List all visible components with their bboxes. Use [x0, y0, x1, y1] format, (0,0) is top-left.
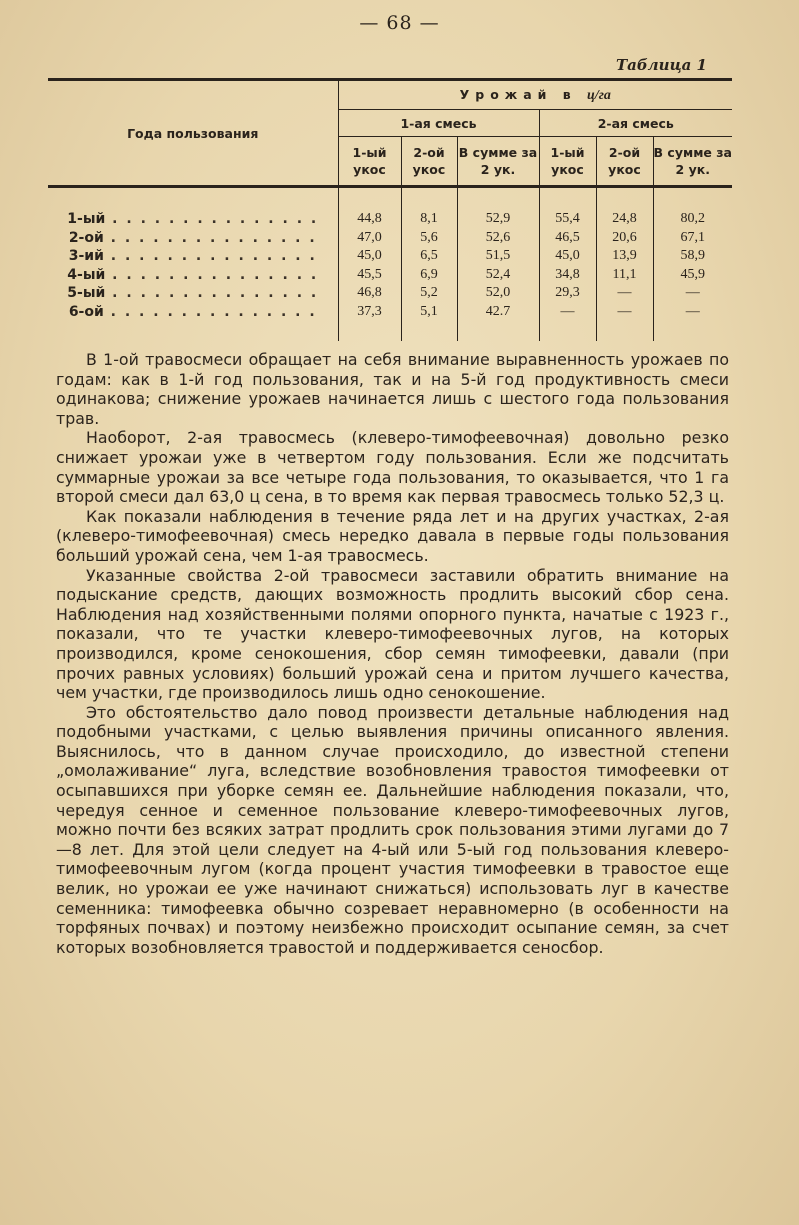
body-text	[56, 350, 729, 957]
table-row	[48, 247, 732, 266]
mix1-cut1-cell: 37,3	[338, 303, 401, 322]
year-cell: 6-ой . . . . . . . . . . . . . . .	[48, 303, 338, 322]
year-cell: 4-ый . . . . . . . . . . . . . . .	[48, 266, 338, 285]
spacer-cell	[48, 187, 338, 211]
year-cell: 5-ый . . . . . . . . . . . . . . .	[48, 284, 338, 303]
table-caption: Таблица 1	[615, 56, 707, 74]
mix2-cut2-cell: 24,8	[596, 210, 653, 229]
mix1-cut1-cell: 47,0	[338, 229, 401, 248]
mix1-cut1-cell: 46,8	[338, 284, 401, 303]
header-years: Года пользования	[48, 80, 338, 187]
mix1-cut2-cell: 6,5	[401, 247, 457, 266]
mix1-sum-cell: 52,4	[457, 266, 539, 285]
mix1-sum-cell: 52,0	[457, 284, 539, 303]
table-row	[48, 303, 732, 322]
mix2-cut1-cell: 55,4	[539, 210, 596, 229]
mix2-cut1-cell: 29,3	[539, 284, 596, 303]
header-mix2-cut2: 2-ой укос	[596, 137, 653, 187]
mix1-sum-cell: 52,6	[457, 229, 539, 248]
table-row	[48, 284, 732, 303]
header-yield-unit: ц/га	[587, 88, 611, 103]
table-row	[48, 229, 732, 248]
table-row	[48, 210, 732, 229]
mix1-cut2-cell: 5,1	[401, 303, 457, 322]
mix1-cut1-cell: 45,5	[338, 266, 401, 285]
header-yield-title: Урожай в	[459, 87, 577, 102]
mix2-cut1-cell: 45,0	[539, 247, 596, 266]
paragraph: Как показали наблюдения в течение ряда лет и на других участках, 2-ая (клеверо-тимофеевочная) смесь нередко давала в первые годы пользования больший урожай сена, чем 1-ая травосмесь.	[56, 506, 729, 565]
mix2-sum-cell: 67,1	[680, 229, 705, 245]
mix2-cut1-cell: —	[539, 303, 596, 322]
mix1-cut2-cell: 6,9	[401, 266, 457, 285]
paragraph: Это обстоятельство дало повод произвести детальные наблюдения над подобными участками, с целью выявления причины описанного явления. Выяснилось, что в данном случае происходило, до известной степени „омолаживание“ луга, вследствие возобновления травостоя тимофеевки от осыпавшихся при уборке семян ее. Дальнейшие наблюдения показали, что, чередуя сенное и семенное пользование клеверо-тимофеевочных лугов, можно почти без всяких затрат продлить срок пользования этими лугами до 7—8 лет. Для этой цели следует на 4-ый или 5-ый год пользования клеверо-тимофеевочным лугом (когда процент участия тимофеевки в травостое еще велик, но урожаи ее уже начинают снижаться) использовать луг в качестве семенника: тимофеевка обычно созревает неравномерно (в особенности на торфяных почвах) и поэтому неизбежно происходит осыпание семян, за счет которых возобновляется травостой и поддерживается сеносбор.	[56, 702, 729, 957]
mix2-cut1-cell: 46,5	[539, 229, 596, 248]
mix2-cut2-cell: —	[596, 284, 653, 303]
header-mix1-cut1: 1-ый укос	[338, 137, 401, 187]
table-row	[48, 266, 732, 285]
year-cell: 3-ий . . . . . . . . . . . . . . .	[48, 247, 338, 266]
mix2-cut2-cell: 20,6	[596, 229, 653, 248]
spacer-cell	[48, 321, 338, 341]
paragraph: В 1-ой травосмеси обращает на себя внимание выравненность урожаев по годам: как в 1-й год пользования, так и на 5-й год продуктивность смеси одинакова; снижение урожаев начинается лишь с шестого года пользования трав.	[56, 350, 729, 428]
mix2-sum-cell: 45,9	[680, 266, 705, 282]
year-cell: 2-ой . . . . . . . . . . . . . . .	[48, 229, 338, 248]
mix1-sum-cell: 42.7	[457, 303, 539, 322]
mix1-sum-cell: 52,9	[457, 210, 539, 229]
header-yield	[338, 80, 732, 110]
mix2-sum-cell: —	[685, 285, 700, 300]
paragraph: Наоборот, 2-ая травосмесь (клеверо-тимофеевочная) довольно резко снижает урожаи уже в четвертом году пользования. Если же подсчитать суммарные урожаи за все четыре года пользования, то оказывается, что 1 га второй смеси дал 63,0 ц сена, в то время как первая травосмесь только 52,3 ц.	[56, 428, 729, 507]
mix2-cut2-cell: —	[596, 303, 653, 322]
mix1-cut1-cell: 44,8	[338, 210, 401, 229]
mix2-sum-cell: 58,9	[680, 248, 705, 263]
yield-table	[48, 78, 732, 341]
year-cell: 1-ый . . . . . . . . . . . . . . .	[48, 210, 338, 229]
header-mix1-sum: В сумме за 2 ук.	[457, 137, 539, 187]
mix1-cut2-cell: 5,6	[401, 229, 457, 248]
mix1-cut1-cell: 45,0	[338, 247, 401, 266]
mix2-cut1-cell: 34,8	[539, 266, 596, 285]
header-mix-2: 2-ая смесь	[539, 110, 732, 137]
mix2-sum-cell: 80,2	[680, 211, 705, 226]
header-mix2-cut1: 1-ый укос	[539, 137, 596, 187]
header-mix2-sum: В сумме за 2 ук.	[653, 145, 732, 177]
mix1-sum-cell: 51,5	[457, 247, 539, 266]
paragraph: Указанные свойства 2-ой травосмеси заставили обратить внимание на подыскание средств, дающих возможность продлить высокий сбор сена. Наблюдения над хозяйственными полями опорного пункта, начатые с 1923 г., показали, что те участки клеверо-тимофеевочных лугов, на которых производился, кроме сенокошения, сбор семян тимофеевки, давали (при прочих равных условиях) больший урожай сена и притом лучшего качества, чем участки, где производилось лишь одно сенокошение.	[56, 565, 729, 703]
header-mix-1: 1-ая смесь	[338, 110, 539, 137]
yield-table-wrapper	[48, 78, 732, 341]
mix1-cut2-cell: 5,2	[401, 284, 457, 303]
mix2-cut2-cell: 13,9	[596, 247, 653, 266]
page-number: — 68 —	[359, 12, 440, 34]
mix2-cut2-cell: 11,1	[596, 266, 653, 285]
header-mix1-cut2: 2-ой укос	[401, 137, 457, 187]
mix1-cut2-cell: 8,1	[401, 210, 457, 229]
mix2-sum-cell: —	[685, 303, 700, 319]
